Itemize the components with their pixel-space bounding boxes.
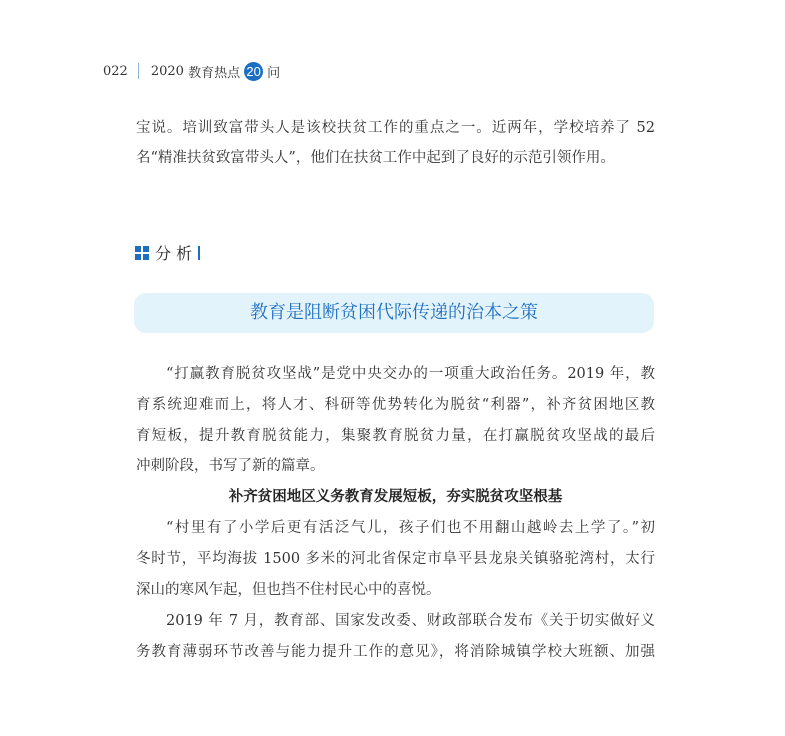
heading-bar	[198, 246, 200, 260]
paragraph-line: 育短板，提升教育脱贫能力，集聚教育脱贫力量，在打赢脱贫攻坚战的最后	[136, 428, 655, 444]
paragraph-line: 冲刺阶段，书写了新的篇章。	[136, 458, 325, 474]
header-divider	[138, 63, 139, 79]
grid-icon	[135, 246, 149, 260]
paragraph-line: 2019 年 7 月，教育部、国家发改委、财政部联合发布《关于切实做好义	[166, 613, 655, 629]
intro-line: 宝说。培训致富带头人是该校扶贫工作的重点之一。近两年，学校培养了 52	[136, 120, 655, 136]
paragraph-line: “打赢教育脱贫攻坚战”是党中央交办的一项重大政治任务。2019 年，教	[166, 366, 655, 382]
subheading: 补齐贫困地区义务教育发展短板，夯实脱贫攻坚根基	[228, 489, 563, 505]
book-year: 2020	[150, 63, 184, 79]
book-title-suffix: 问	[267, 65, 281, 81]
intro-line: 名“精准扶贫致富带头人”，他们在扶贫工作中起到了良好的示范引领作用。	[136, 150, 615, 166]
paragraph-line: 深山的寒风乍起，但也挡不住村民心中的喜悦。	[136, 582, 441, 598]
page-number: 022	[103, 63, 128, 79]
paragraph-line: 务教育薄弱环节改善与能力提升工作的意见》，将消除城镇学校大班额、加强	[136, 644, 655, 660]
paragraph-line: “村里有了小学后更有活泛气儿，孩子们也不用翻山越岭去上学了。”初	[166, 520, 655, 536]
paragraph-line: 育系统迎难而上，将人才、科研等优势转化为脱贫“利器”，补齐贫困地区教	[136, 397, 655, 413]
page-header	[103, 61, 280, 81]
section-title: 分 析	[155, 244, 193, 263]
badge-20: 20	[244, 62, 263, 81]
section-heading	[135, 241, 200, 264]
paragraph-line: 冬时节，平均海拔 1500 多米的河北省保定市阜平县龙泉关镇骆驼湾村，太行	[136, 551, 655, 567]
book-title: 教育热点	[188, 65, 241, 81]
banner-title: 教育是阻断贫困代际传递的治本之策	[134, 293, 654, 333]
